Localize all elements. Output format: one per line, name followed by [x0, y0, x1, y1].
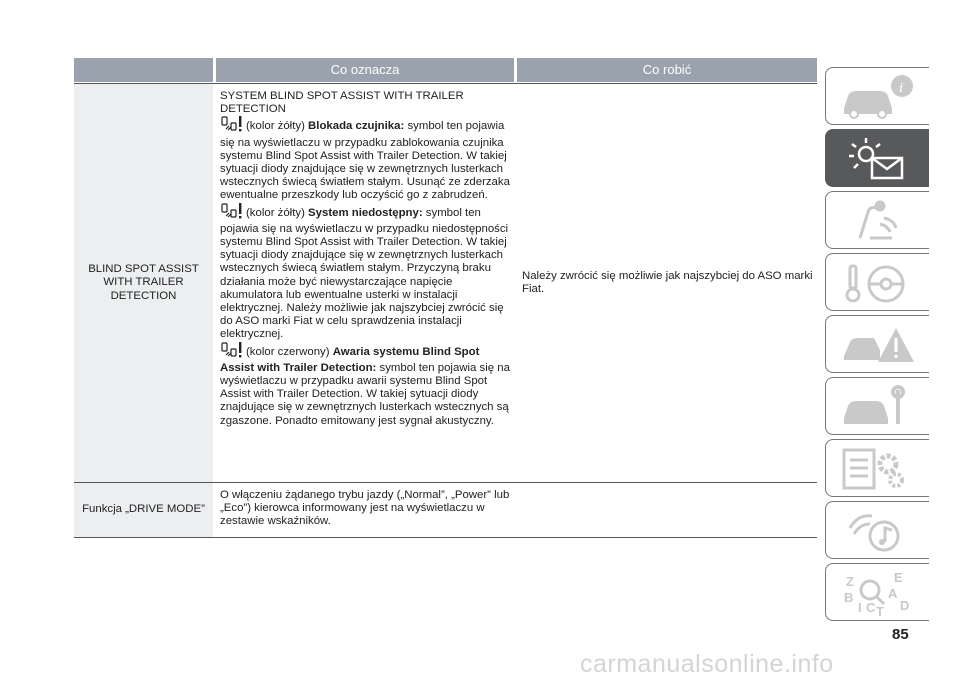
tab-safety[interactable] [825, 191, 929, 249]
svg-text:i: i [899, 80, 904, 96]
paragraph-text: symbol ten pojawia się na wyświetlaczu w przypadku awarii systemu Blind Spot Assist with Trailer Detection. W takiej sytuacji diody znajdujące się w zewnętrznych lusterkach wstecznych są zgaszone. Ponadto emitowany jest sygnał akustyczny. [220, 361, 510, 427]
blind-spot-warning-icon [220, 203, 244, 223]
tab-specifications[interactable] [825, 439, 929, 497]
paragraph-text: O włączeniu żądanego trybu jazdy („Normal”, „Power” lub „Eco”) kierowca informowany jest na wyświetlaczu w zestawie wskaźników. [220, 489, 510, 528]
tab-warning-lights[interactable] [825, 129, 929, 187]
row-name-line: BLIND SPOT ASSIST [88, 263, 199, 276]
multimedia-music-icon [840, 508, 916, 554]
tab-maintenance[interactable] [825, 377, 929, 435]
row-meaning-cell [216, 483, 514, 537]
header-col-action: Co robić [517, 58, 817, 82]
car-accident-warning-icon [840, 322, 916, 368]
car-service-tools-icon [840, 384, 916, 430]
index-letter: D [900, 598, 910, 613]
table-header [74, 58, 817, 82]
paragraph-system-failure [220, 342, 510, 428]
system-title: SYSTEM BLIND SPOT ASSIST WITH TRAILER DETECTION [220, 90, 464, 116]
tab-multimedia[interactable] [825, 501, 929, 559]
row-name-line: DETECTION [110, 289, 177, 302]
alphabetical-index-icon [840, 570, 916, 616]
action-text: Należy zwrócić się możliwie jak najszybciej do ASO marki Fiat. [522, 269, 813, 295]
blind-spot-warning-icon [220, 116, 244, 136]
info-table [74, 58, 817, 538]
status-label: System niedostępny: [308, 206, 423, 219]
tab-starting-driving[interactable] [825, 253, 929, 311]
header-col-name [74, 58, 213, 82]
page-number: 85 [892, 626, 909, 643]
status-label: Blokada czujnika: [308, 120, 405, 133]
seat-airbag-icon [840, 198, 916, 244]
table-row [74, 483, 817, 538]
row-name-line: WITH TRAILER [103, 276, 184, 289]
paragraph-text: symbol ten pojawia się na wyświetlaczu w przypadku niedostępności systemu Blind Spot Assist with Trailer Detection. W takiej sytuacji diody znajdujące się w zewnętrznych lusterkach wstecznych świecą światłem stałym. Przyczyną braku działania może być niewystarczające napięcie akumulatora lub ewentualne usterki w instalacji elektrycznej. Należy możliwie jak najszybciej zwrócić się do ASO marki Fiat w celu sprawdzenia instalacji elektrycznej. [220, 206, 509, 341]
watermark: carmanualsonline.info [580, 650, 834, 678]
row-name: Funkcja „DRIVE MODE” [82, 503, 205, 516]
specifications-gears-icon [840, 446, 916, 492]
index-letter: E [894, 570, 903, 585]
index-letter: A [888, 586, 898, 601]
paragraph-text: symbol ten pojawia się na wyświetlaczu w przypadku zablokowania czujnika systemu Blind Spot Assist with Trailer Detection. W takiej sytuacji diody znajdujące się w zewnętrznych lusterkach wstecznych świecą światłem stałym. Usunąć ze zderzaka ewentualne przeszkody lub oczyścić go z zabrudzeń. [220, 120, 510, 202]
header-col-meaning: Co oznacza [216, 58, 514, 82]
symbol-color-label: (kolor żółty) [246, 206, 305, 219]
symbol-color-label: (kolor żółty) [246, 120, 305, 133]
row-meaning-cell [216, 84, 514, 482]
index-letter: B [844, 590, 854, 605]
row-name-cell [74, 84, 213, 482]
car-info-icon [840, 74, 916, 120]
tab-index[interactable] [825, 563, 929, 621]
row-action-cell [517, 483, 817, 537]
paragraph-sensor-blocked [220, 116, 510, 202]
table-row [74, 83, 817, 483]
row-name-cell [74, 483, 213, 537]
index-letter: Z [846, 574, 854, 589]
tab-car-info[interactable] [825, 67, 929, 125]
tab-emergency[interactable] [825, 315, 929, 373]
warning-light-message-icon [840, 136, 916, 182]
row-action-cell [517, 84, 817, 482]
symbol-color-label: (kolor czerwony) [246, 345, 330, 358]
key-steering-wheel-icon [840, 260, 916, 306]
index-letter: I [858, 600, 862, 615]
index-letter: T [876, 604, 884, 616]
status-label: Awaria systemu Blind Spot Assist with Trailer Detection: [220, 345, 480, 374]
blind-spot-warning-icon [220, 342, 244, 362]
index-letter: C [866, 600, 876, 615]
paragraph-system-unavailable [220, 203, 510, 342]
